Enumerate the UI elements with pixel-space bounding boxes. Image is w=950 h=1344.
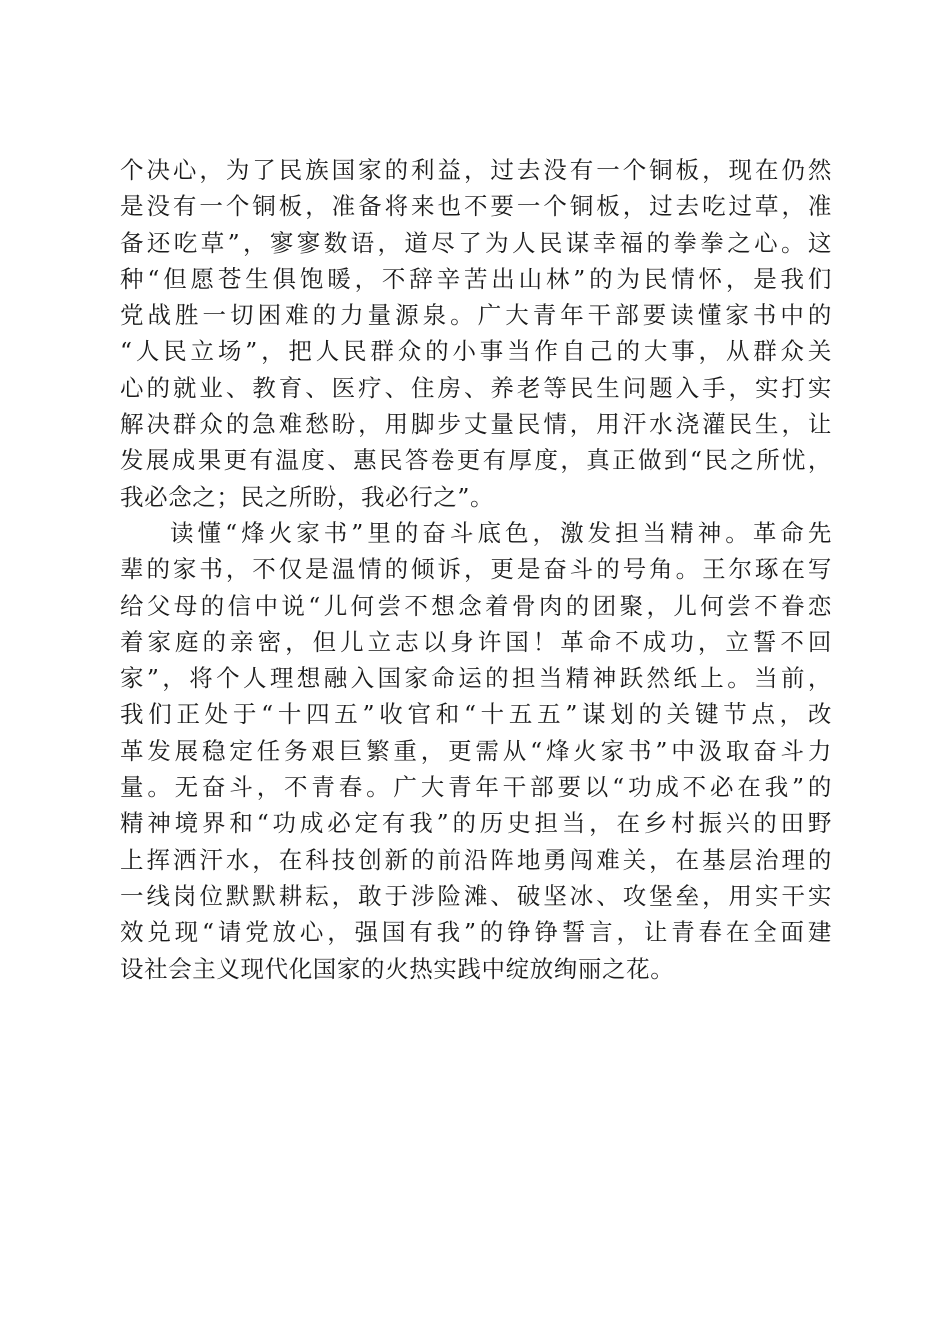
text-line: 心的就业、教育、医疗、住房、养老等民生问题入手，实打实	[120, 373, 832, 402]
text-line: “人民立场”，把人民群众的小事当作自己的大事，从群众关	[120, 337, 832, 366]
text-line: 家”，将个人理想融入国家命运的担当精神跃然纸上。当前，	[120, 664, 832, 693]
text-line: 种“但愿苍生俱饱暖，不辞辛苦出山林”的为民情怀，是我们	[120, 264, 832, 293]
paragraph-1	[120, 152, 832, 515]
text-line: 个决心，为了民族国家的利益，过去没有一个铜板，现在仍然	[120, 156, 832, 184]
text-line: 辈的家书，不仅是温情的倾诉，更是奋斗的号角。王尔琢在写	[120, 555, 832, 584]
document-body	[120, 152, 832, 987]
text-line: 一线岗位默默耕耘，敢于涉险滩、破坚冰、攻堡垒，用实干实	[120, 881, 832, 910]
text-line: 发展成果更有温度、惠民答卷更有厚度，真正做到“民之所忧，	[120, 446, 832, 475]
text-line: 备还吃草”，寥寥数语，道尽了为人民谋幸福的拳拳之心。这	[120, 228, 832, 257]
text-line: 党战胜一切困难的力量源泉。广大青年干部要读懂家书中的	[120, 301, 832, 330]
text-line: 给父母的信中说“儿何尝不想念着骨肉的团聚，儿何尝不眷恋	[120, 591, 832, 620]
paragraph-2	[120, 515, 832, 987]
text-line: 设社会主义现代化国家的火热实践中绽放绚丽之花。	[120, 954, 675, 983]
text-line: 我们正处于“十四五”收官和“十五五”谋划的关键节点，改	[120, 700, 832, 729]
text-line: 着家庭的亲密，但儿立志以身许国！革命不成功，立誓不回	[120, 627, 832, 656]
text-line: 效兑现“请党放心，强国有我”的铮铮誓言，让青春在全面建	[120, 918, 832, 947]
text-line: 解决群众的急难愁盼，用脚步丈量民情，用汗水浇灌民生，让	[120, 410, 832, 439]
text-line: 读懂“烽火家书”里的奋斗底色，激发担当精神。革命先	[170, 518, 832, 547]
text-line: 量。无奋斗，不青春。广大青年干部要以“功成不必在我”的	[120, 773, 832, 802]
text-line: 上挥洒汗水，在科技创新的前沿阵地勇闯难关，在基层治理的	[120, 845, 832, 874]
text-line: 我必念之；民之所盼，我必行之”。	[120, 482, 495, 511]
text-line: 精神境界和“功成必定有我”的历史担当，在乡村振兴的田野	[120, 809, 832, 838]
text-line: 革发展稳定任务艰巨繁重，更需从“烽火家书”中汲取奋斗力	[120, 736, 832, 765]
text-line: 是没有一个铜板，准备将来也不要一个铜板，过去吃过草，准	[120, 192, 832, 221]
